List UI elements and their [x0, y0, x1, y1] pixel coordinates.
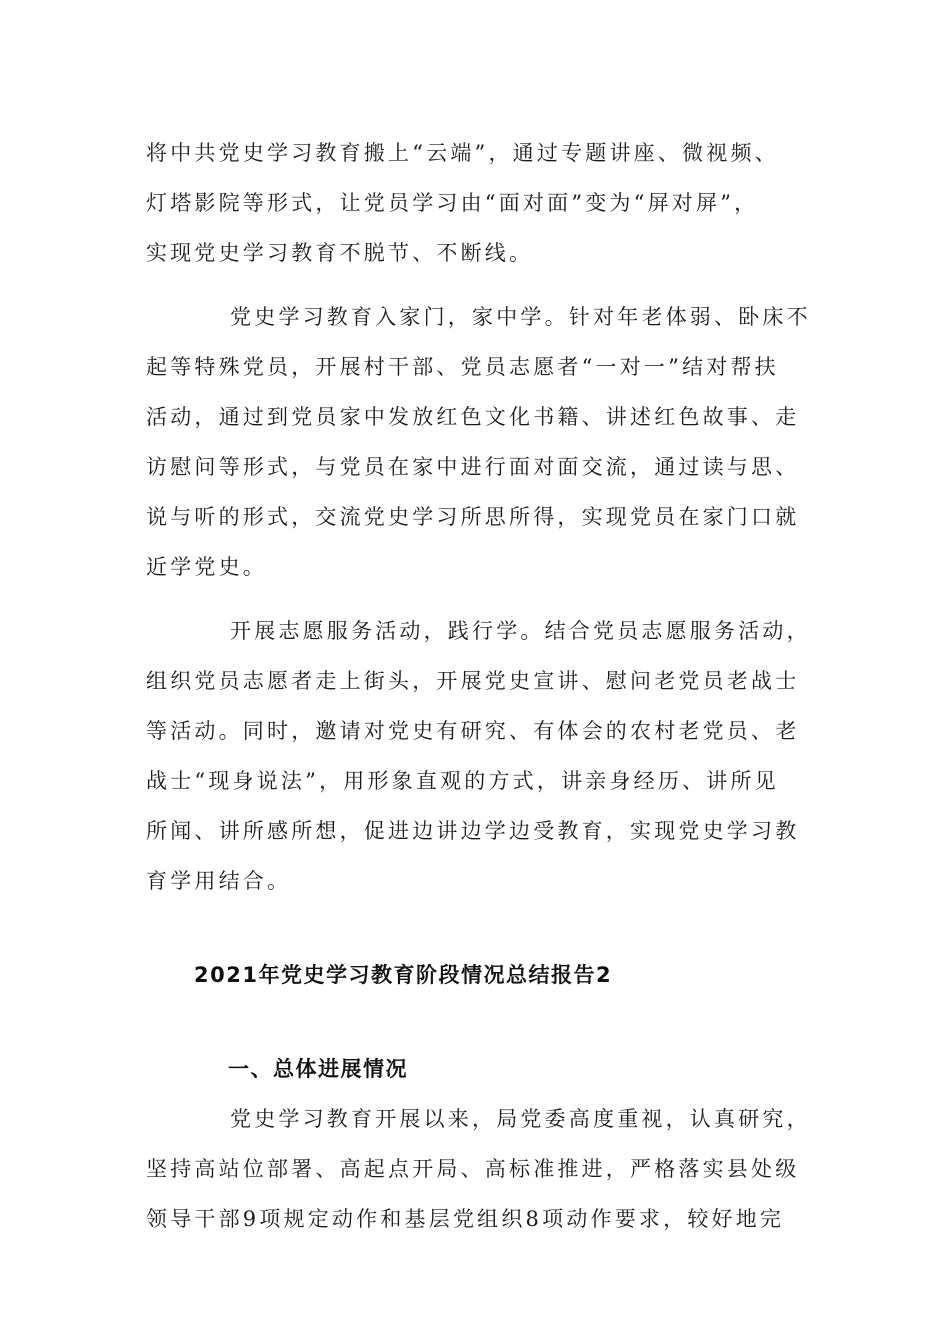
text-line: 组织党员志愿者走上街头，开展党史宣讲、慰问老党员老战士: [146, 669, 800, 693]
text-line: 党史学习教育开展以来，局党委高度重视，认真研究，: [230, 1107, 811, 1131]
section-spacer: [146, 1000, 804, 1044]
text-line: 将中共党史学习教育搬上“云端”，通过专题讲座、微视频、: [146, 141, 779, 165]
document-body: [146, 128, 811, 1244]
text-line: 领导干部9项规定动作和基层党组织8项动作要求，较好地完: [146, 1207, 785, 1231]
text-line: 开展志愿服务活动，践行学。结合党员志愿服务活动，: [230, 619, 811, 643]
report-title: 2021年党史学习教育阶段情况总结报告2: [194, 963, 613, 987]
paragraph-spacer: [146, 278, 804, 292]
text-line: 访慰问等形式，与党员在家中进行面对面交流，通过读与思、: [146, 455, 800, 479]
text-line: 等活动。同时，邀请对党史有研究、有体会的农村老党员、老: [146, 719, 800, 743]
text-line: 战士“现身说法”，用形象直观的方式，讲亲身经历、讲所见: [146, 769, 779, 793]
text-line: 坚持高站位部署、高起点开局、高标准推进，严格落实县处级: [146, 1157, 800, 1181]
text-line: 所闻、讲所感所想，促进边讲边学边受教育，实现党史学习教: [146, 819, 800, 843]
text-line: 活动，通过到党员家中发放红色文化书籍、讲述红色故事、走: [146, 405, 800, 429]
section-heading: 一、总体进展情况: [228, 1057, 408, 1081]
text-line: 说与听的形式，交流党史学习所思所得，实现党员在家门口就: [146, 505, 800, 529]
paragraph-overall-progress: [146, 1094, 811, 1244]
text-line: 党史学习教育入家门，家中学。针对年老体弱、卧床不: [230, 305, 811, 329]
text-line: 灯塔影院等形式，让党员学习由“面对面”变为“屏对屏”，: [146, 191, 759, 215]
text-line: 起等特殊党员，开展村干部、党员志愿者“一对一”结对帮扶: [146, 355, 779, 379]
text-line: 育学用结合。: [146, 869, 292, 893]
paragraph-cloud-learning: [146, 128, 804, 278]
text-line: 近学党史。: [146, 555, 267, 579]
text-line: 实现党史学习教育不脱节、不断线。: [146, 241, 534, 265]
section-spacer: [146, 906, 804, 950]
paragraph-spacer: [146, 592, 804, 606]
paragraph-home-learning: [146, 292, 811, 592]
paragraph-volunteer-service: [146, 606, 811, 906]
